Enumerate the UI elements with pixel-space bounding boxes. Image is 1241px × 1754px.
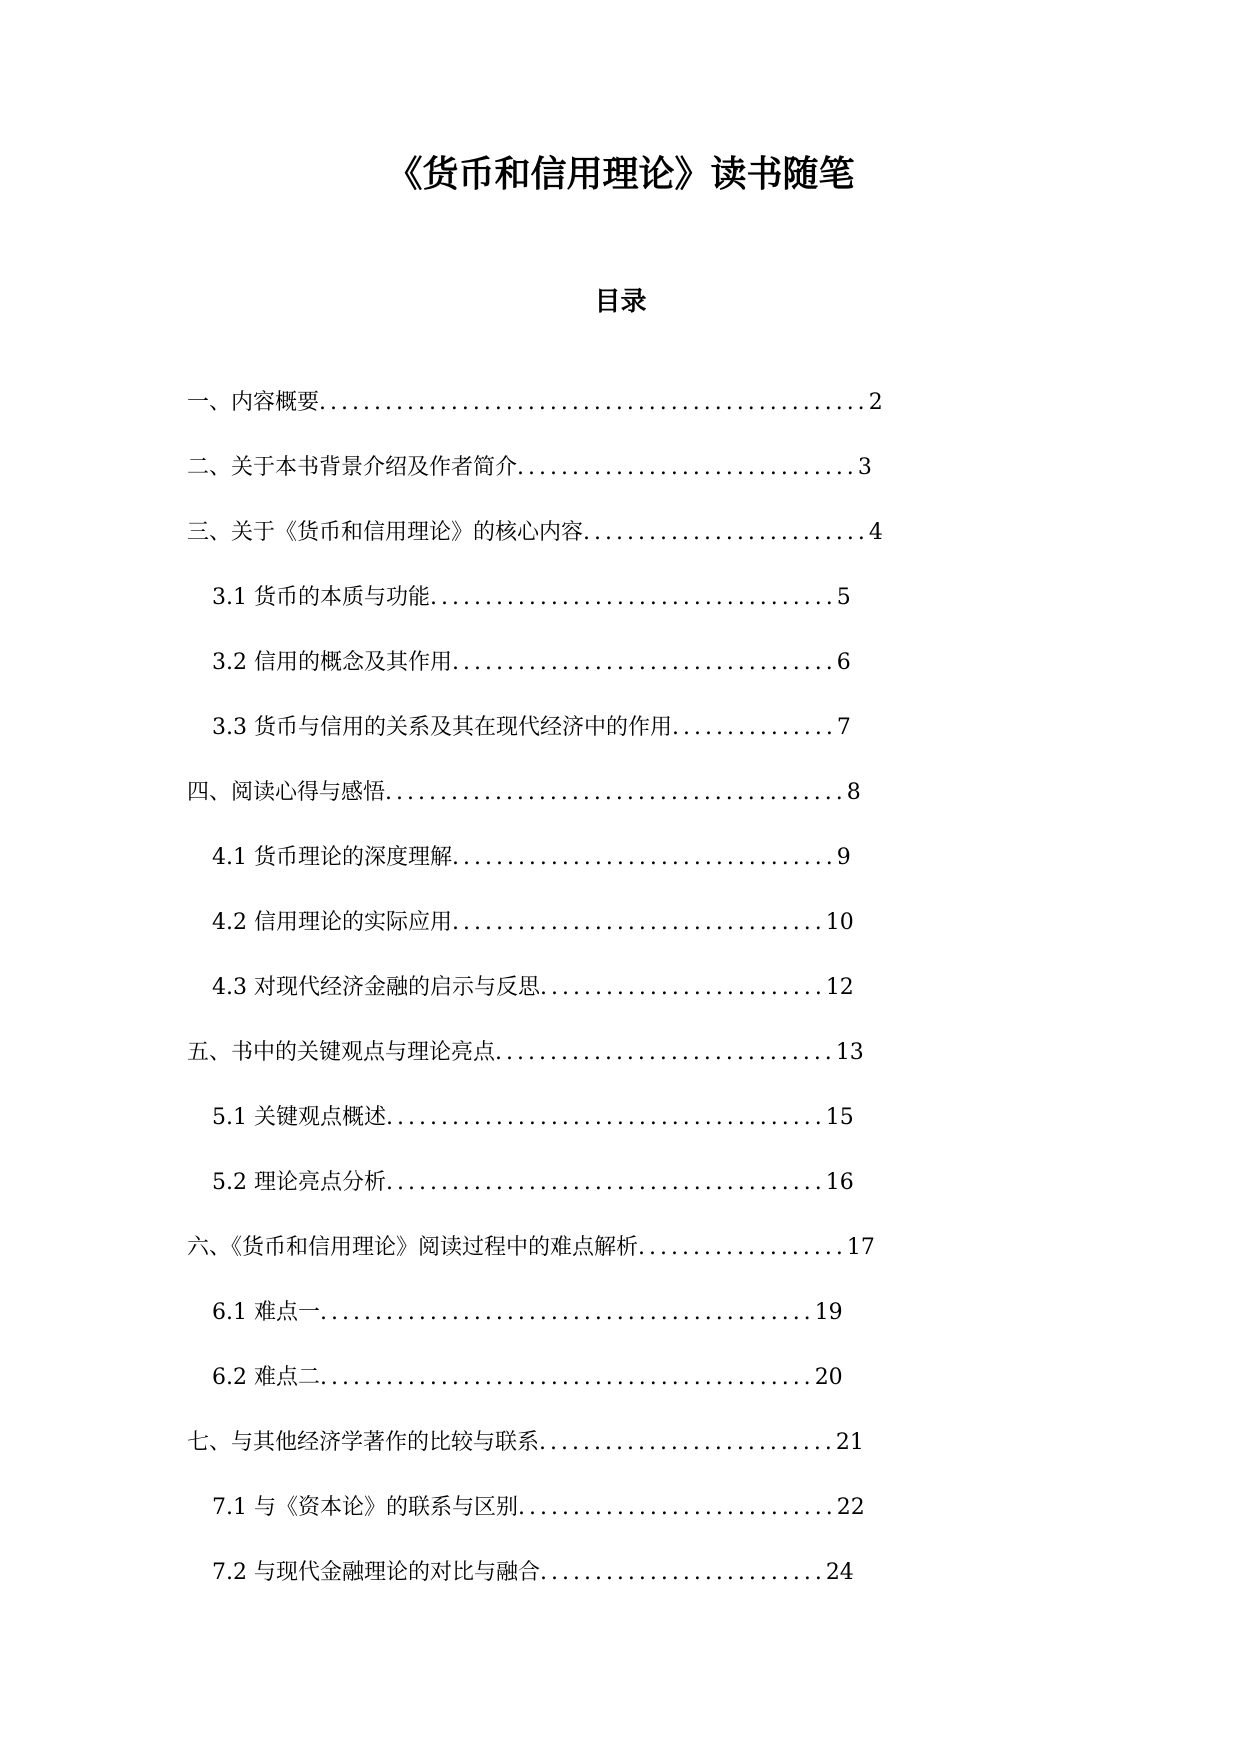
- toc-entry[interactable]: [187, 775, 861, 811]
- toc-leader-dots: ..................................................: [319, 390, 869, 415]
- toc-leader-dots: ...............................: [517, 455, 858, 480]
- toc-entry-label: 4.1 货币理论的深度理解: [212, 845, 452, 870]
- toc-entry-label: 7.2 与现代金融理论的对比与融合: [212, 1560, 540, 1585]
- toc-entry[interactable]: [212, 1555, 854, 1591]
- toc-leader-dots: ........................................: [385, 1105, 826, 1130]
- toc-entry[interactable]: [212, 1295, 843, 1331]
- toc-leader-dots: ..........................: [583, 520, 869, 545]
- toc-entry-label: 一、内容概要: [187, 390, 320, 415]
- toc-page-number: 20: [814, 1365, 843, 1390]
- toc-leader-dots: ........................................: [385, 1170, 826, 1195]
- toc-leader-dots: ...............................: [495, 1040, 836, 1065]
- toc-entry[interactable]: [212, 905, 854, 941]
- toc-entry[interactable]: [187, 1230, 875, 1266]
- toc-entry[interactable]: [187, 385, 883, 421]
- toc-page-number: 2: [868, 390, 883, 415]
- toc-page-number: 17: [846, 1235, 875, 1260]
- toc-entry-label: 六、《货币和信用理论》阅读过程中的难点解析: [187, 1235, 639, 1260]
- toc-entry[interactable]: [212, 840, 851, 876]
- toc-page-number: 3: [857, 455, 872, 480]
- toc-heading: 目录: [594, 287, 647, 317]
- toc-leader-dots: ..........................: [539, 975, 826, 1000]
- toc-entry-label: 4.2 信用理论的实际应用: [212, 910, 452, 935]
- toc-leader-dots: .............................: [517, 1495, 837, 1520]
- toc-leader-dots: ..........................: [539, 1560, 826, 1585]
- toc-entry-label: 5.1 关键观点概述: [212, 1105, 386, 1130]
- toc-entry-label: 3.2 信用的概念及其作用: [212, 650, 452, 675]
- toc-entry-label: 二、关于本书背景介绍及作者简介: [187, 455, 518, 480]
- toc-entry[interactable]: [212, 1100, 854, 1136]
- toc-entry-label: 5.2 理论亮点分析: [212, 1170, 386, 1195]
- toc-entry-label: 6.2 难点二: [212, 1365, 320, 1390]
- toc-entry[interactable]: [212, 710, 851, 746]
- toc-page-number: 4: [868, 520, 883, 545]
- toc-leader-dots: ...............: [671, 715, 837, 740]
- toc-entry[interactable]: [212, 1490, 865, 1526]
- toc-entry[interactable]: [187, 1035, 864, 1071]
- toc-entry-label: 6.1 难点一: [212, 1300, 320, 1325]
- toc-entry-label: 四、阅读心得与感悟: [187, 780, 386, 805]
- toc-leader-dots: .............................................: [319, 1300, 815, 1325]
- toc-page-number: 5: [836, 585, 851, 610]
- toc-page-number: 13: [835, 1040, 864, 1065]
- toc-page-number: 7: [836, 715, 851, 740]
- toc-leader-dots: ..........................................: [385, 780, 847, 805]
- toc-page-number: 12: [825, 975, 854, 1000]
- toc-page-number: 15: [825, 1105, 854, 1130]
- toc-entry-label: 三、关于《货币和信用理论》的核心内容: [187, 520, 584, 545]
- toc-page-number: 19: [814, 1300, 843, 1325]
- toc-page-number: 10: [825, 910, 854, 935]
- page-title: 《货币和信用理论》读书随笔: [386, 154, 855, 195]
- toc-page-number: 8: [846, 780, 861, 805]
- toc-entry[interactable]: [212, 1360, 843, 1396]
- toc-entry-label: 3.1 货币的本质与功能: [212, 585, 430, 610]
- toc-leader-dots: ...................: [638, 1235, 847, 1260]
- toc-entry[interactable]: [212, 1165, 854, 1201]
- toc-leader-dots: .....................................: [429, 585, 837, 610]
- toc-page-number: 24: [825, 1560, 854, 1585]
- toc-page-number: 21: [835, 1430, 864, 1455]
- toc-entry-label: 4.3 对现代经济金融的启示与反思: [212, 975, 540, 1000]
- toc-leader-dots: .............................................: [319, 1365, 815, 1390]
- toc-page-number: 6: [836, 650, 851, 675]
- toc-entry[interactable]: [187, 515, 883, 551]
- toc-page-number: 22: [836, 1495, 865, 1520]
- toc-entry-label: 七、与其他经济学著作的比较与联系: [187, 1430, 540, 1455]
- toc-leader-dots: ...........................: [539, 1430, 836, 1455]
- toc-entry[interactable]: [212, 970, 854, 1006]
- toc-entry[interactable]: [187, 450, 872, 486]
- toc-leader-dots: ..................................: [451, 910, 826, 935]
- toc-entry-label: 五、书中的关键观点与理论亮点: [187, 1040, 496, 1065]
- toc-page-number: 16: [825, 1170, 854, 1195]
- toc-entry[interactable]: [212, 645, 851, 681]
- toc-leader-dots: ...................................: [451, 650, 837, 675]
- toc-leader-dots: ...................................: [451, 845, 837, 870]
- toc-entry[interactable]: [212, 580, 851, 616]
- toc-page-number: 9: [836, 845, 851, 870]
- toc-entry-label: 3.3 货币与信用的关系及其在现代经济中的作用: [212, 715, 672, 740]
- toc-entry[interactable]: [187, 1425, 864, 1461]
- toc-entry-label: 7.1 与《资本论》的联系与区别: [212, 1495, 518, 1520]
